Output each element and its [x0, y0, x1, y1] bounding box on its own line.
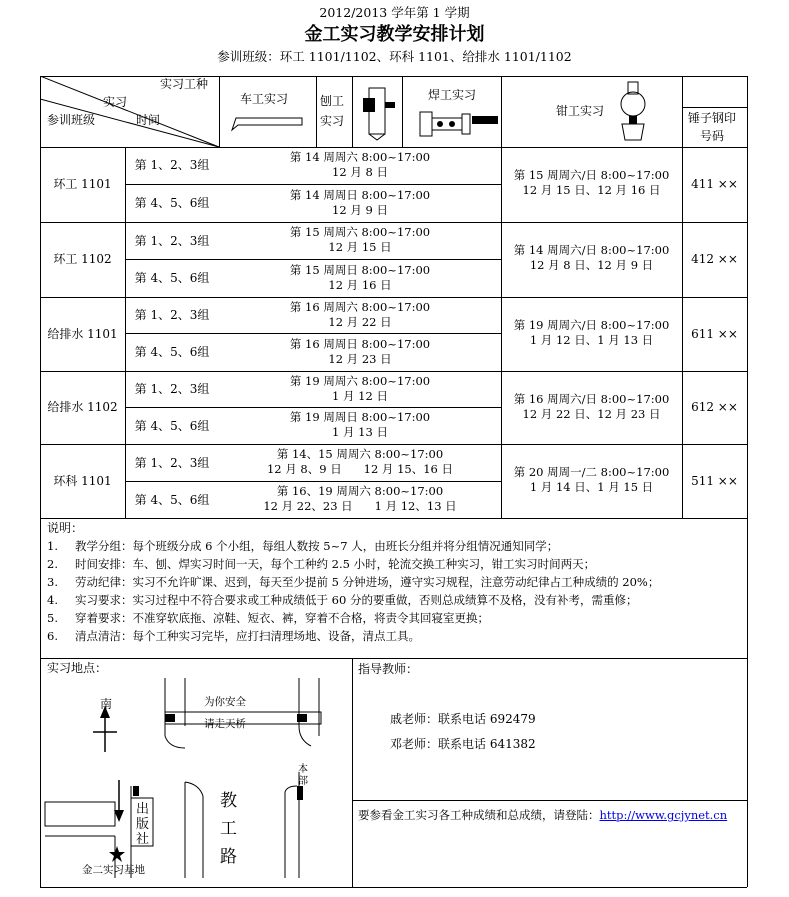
row-5-fitter-schedule: 第 20 周周一/二 8:00~17:00 1 月 14 日、1 月 15 日: [513, 465, 670, 494]
hammer-icon: [614, 80, 652, 142]
road-label-1: 教: [220, 791, 237, 811]
row-3-group-b: 第 4、5、6组: [134, 345, 210, 359]
row-3-schedule-a: 第 16 周周六 8:00~17:00 12 月 22 日: [289, 300, 431, 329]
row-5-schedule-b: 第 16、19 周周六 8:00~17:00 12 月 22、23 日 1 月 12、13 日: [263, 484, 457, 513]
header-diag-top: 实习工种: [160, 77, 209, 91]
page-title: 金工实习教学安排计划: [304, 24, 485, 45]
header-fitter: 钳工实习: [556, 104, 605, 118]
note-item: 2. 时间安排：车、刨、焊实习时间一天，每个工种约 2.5 小时，轮流交换工种实习，钳工实习时间两天；: [47, 557, 596, 571]
benbu-label-1: 本: [298, 764, 308, 775]
row-2-schedule-a: 第 15 周周六 8:00~17:00 12 月 15 日: [289, 225, 431, 254]
location-title: 实习地点：: [47, 661, 108, 675]
road-label-2: 工: [220, 819, 237, 839]
notes-title: 说明：: [47, 521, 84, 535]
teacher-2: 邓老师：联系电话 641382: [390, 737, 536, 751]
row-4-schedule-b: 第 19 周周日 8:00~17:00 1 月 13 日: [289, 410, 431, 439]
press-label-1: 出: [136, 802, 150, 817]
row-4-schedule-a: 第 19 周周六 8:00~17:00 1 月 12 日: [289, 374, 431, 403]
teachers-title: 指导教师：: [358, 662, 419, 676]
planer-tool-icon: [357, 84, 399, 142]
header-hammer-1: 锤子钢印: [688, 111, 737, 125]
road-label-3: 路: [220, 847, 237, 867]
bridge-label-1: 为你安全: [204, 696, 246, 708]
note-item: 6. 清点清洁：每个工种实习完毕，应打扫清理场地、设备，清点工具。: [47, 629, 420, 643]
row-1-fitter-schedule: 第 15 周周六/日 8:00~17:00 12 月 15 日、12 月 16 日: [513, 168, 670, 197]
row-2-fitter-schedule: 第 14 周周六/日 8:00~17:00 12 月 8 日、12 月 9 日: [513, 243, 670, 272]
row-1-code: 411 ××: [691, 177, 738, 191]
press-label-2: 版: [136, 817, 150, 832]
header-welding: 焊工实习: [428, 88, 477, 102]
row-4-group-a: 第 1、2、3组: [134, 382, 210, 396]
row-4-fitter-schedule: 第 16 周周六/日 8:00~17:00 12 月 22 日、12 月 23 日: [513, 392, 670, 421]
press-label-3: 社: [136, 832, 150, 847]
header-planer-1: 刨工: [320, 94, 345, 108]
row-3-fitter-schedule: 第 19 周周六/日 8:00~17:00 1 月 12 日、1 月 13 日: [513, 318, 670, 347]
header-hammer-2: 号码: [700, 129, 725, 143]
website-line: [358, 808, 727, 822]
star-icon: [109, 846, 125, 862]
row-2-schedule-b: 第 15 周周日 8:00~17:00 12 月 16 日: [289, 263, 431, 292]
row-4-code: 612 ××: [691, 400, 738, 414]
benbu-label-2: 部: [298, 776, 308, 787]
website-text: 要参看金工实习各工种成绩和总成绩，请登陆：: [358, 808, 600, 822]
row-4-class: 给排水 1102: [47, 400, 118, 414]
header-diag-time: 时间: [136, 113, 161, 127]
row-3-schedule-b: 第 16 周周日 8:00~17:00 12 月 23 日: [289, 337, 431, 366]
bridge-label-2: 请走天桥: [204, 718, 246, 730]
note-item: 3. 劳动纪律：实习不允许旷课、迟到，每天至少提前 5 分钟进场，遵守实习规程，注意劳动纪律占工种成绩的 20%；: [47, 575, 660, 589]
row-1-class: 环工 1101: [53, 177, 112, 191]
header-diag-class: 参训班级: [47, 113, 96, 127]
row-3-group-a: 第 1、2、3组: [134, 308, 210, 322]
row-5-group-a: 第 1、2、3组: [134, 456, 210, 470]
row-2-class: 环工 1102: [53, 252, 112, 266]
teacher-1: 戚老师：联系电话 692479: [390, 712, 536, 726]
row-5-schedule-a: 第 14、15 周周六 8:00~17:00 12 月 8、9 日 12 月 15、16 日: [266, 447, 454, 476]
base-label: 金二实习基地: [82, 864, 145, 876]
row-4-group-b: 第 4、5、6组: [134, 419, 210, 433]
header-planer-2: 实习: [320, 114, 345, 128]
row-2-code: 412 ××: [691, 252, 738, 266]
row-1-schedule-b: 第 14 周周日 8:00~17:00 12 月 9 日: [289, 188, 431, 217]
row-2-group-a: 第 1、2、3组: [134, 234, 210, 248]
row-5-code: 511 ××: [691, 474, 738, 488]
row-2-group-b: 第 4、5、6组: [134, 271, 210, 285]
note-item: 5. 穿着要求：不准穿软底拖、凉鞋、短衣、裤，穿着不合格，将责令其回寝室更换；: [47, 611, 489, 625]
row-3-class: 给排水 1101: [47, 327, 118, 341]
row-3-code: 611 ××: [691, 327, 738, 341]
welding-torch-icon: [416, 104, 500, 142]
classes-line: 参训班级：环工 1101/1102、环科 1101、给排水 1101/1102: [217, 49, 572, 64]
row-5-class: 环科 1101: [53, 474, 112, 488]
lathe-tool-icon: [228, 110, 308, 134]
south-label: 南: [100, 697, 113, 711]
website-link[interactable]: http://www.gcjynet.cn: [599, 808, 728, 822]
header-lathe: 车工实习: [240, 92, 289, 106]
note-item: 1. 教学分组：每个班级分成 6 个小组，每组人数按 5~7 人，由班长分组并将分组情况通知同学；: [47, 539, 559, 553]
term-line: 2012/2013 学年第 1 学期: [319, 5, 470, 20]
row-1-schedule-a: 第 14 周周六 8:00~17:00 12 月 8 日: [289, 150, 431, 179]
row-1-group-a: 第 1、2、3组: [134, 158, 210, 172]
row-5-group-b: 第 4、5、6组: [134, 493, 210, 507]
row-1-group-b: 第 4、5、6组: [134, 196, 210, 210]
header-diag-mid: 实习: [103, 95, 128, 109]
note-item: 4. 实习要求：实习过程中不符合要求或工种成绩低于 60 分的要重做，否则总成绩算不及格，没有补考，需重修；: [47, 593, 638, 607]
